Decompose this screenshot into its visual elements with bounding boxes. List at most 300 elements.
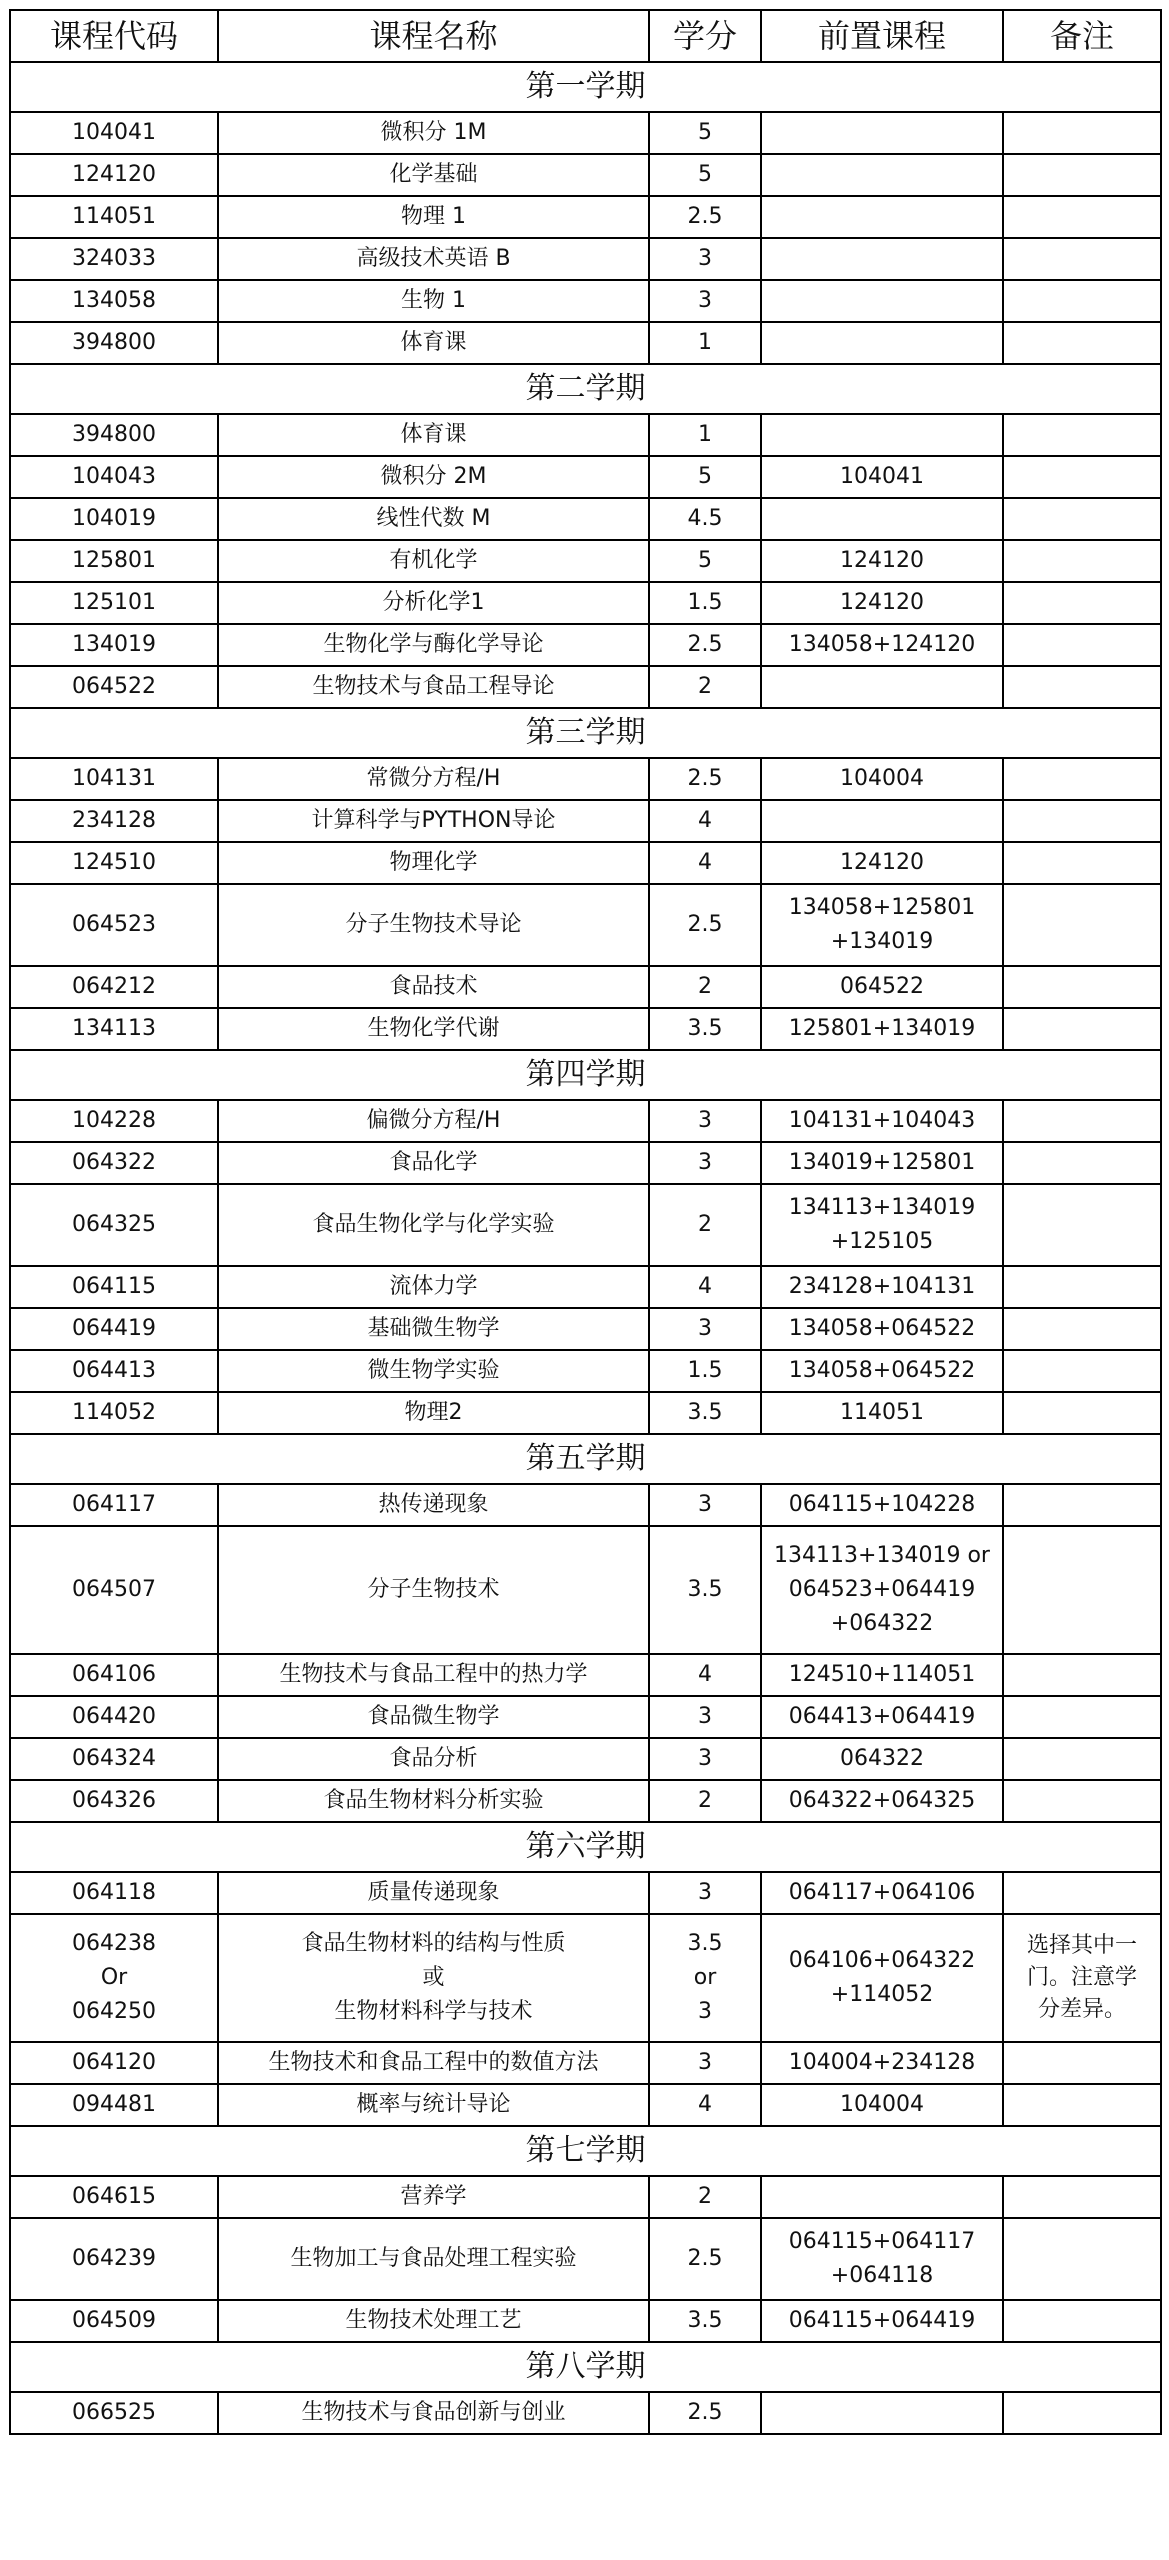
prereq-cell: [761, 322, 1003, 364]
table-row: [10, 1780, 1161, 1822]
credit-cell: [649, 1872, 761, 1914]
prereq-cell: [761, 1526, 1003, 1654]
semester-header-row: [10, 62, 1161, 112]
note-cell: [1003, 2084, 1161, 2126]
course-name-cell: [218, 2300, 649, 2342]
cell-line: 134058+124120: [788, 632, 976, 657]
table-row: [10, 2218, 1161, 2300]
course-name-cell: [218, 322, 649, 364]
cell-line: 4: [698, 1274, 712, 1299]
cell-line: 064238: [72, 1931, 156, 1956]
table-row: [10, 2392, 1161, 2434]
cell-line: 104131+104043: [788, 1108, 976, 1133]
credit-cell: [649, 1350, 761, 1392]
course-name-cell: [218, 1184, 649, 1266]
course-code-cell: [10, 800, 218, 842]
course-code-cell: [10, 322, 218, 364]
course-name-cell: [218, 238, 649, 280]
cell-line: 3.5: [687, 1400, 723, 1425]
cell-line: 2.5: [687, 204, 723, 229]
course-code-cell: [10, 1266, 218, 1308]
note-cell: [1003, 1526, 1161, 1654]
cell-line: +064322: [830, 1611, 934, 1636]
prereq-cell: [761, 1696, 1003, 1738]
cell-line: 234128+104131: [788, 1274, 976, 1299]
cell-line: 4: [698, 1662, 712, 1687]
cell-line: 114052: [72, 1400, 156, 1425]
course-name-cell: [218, 966, 649, 1008]
course-name-cell: [218, 280, 649, 322]
cell-line: 064239: [72, 2246, 156, 2271]
cell-line: 064522: [840, 974, 924, 999]
prereq-cell: [761, 414, 1003, 456]
cell-line: 104043: [72, 464, 156, 489]
note-cell: [1003, 1184, 1161, 1266]
course-name-cell: [218, 1392, 649, 1434]
note-cell: [1003, 1654, 1161, 1696]
table-row: [10, 666, 1161, 708]
cell-line: 064115+064419: [788, 2308, 976, 2333]
cell-line: 2: [698, 2184, 712, 2209]
prereq-cell: [761, 1392, 1003, 1434]
cell-line: 064106: [72, 1662, 156, 1687]
course-code-cell: [10, 1392, 218, 1434]
cell-line: 体育课: [400, 330, 467, 355]
note-cell: [1003, 800, 1161, 842]
course-code-cell: [10, 1526, 218, 1654]
cell-line: 1.5: [687, 1358, 723, 1383]
cell-line: 124120: [72, 162, 156, 187]
cell-line: 134113: [72, 1016, 156, 1041]
note-cell: [1003, 322, 1161, 364]
credit-cell: [649, 1008, 761, 1050]
cell-line: 2.5: [687, 912, 723, 937]
cell-line: 常微分方程/H: [366, 766, 501, 791]
header-code: 课程代码: [10, 10, 218, 62]
credit-cell: [649, 2392, 761, 2434]
credit-cell: [649, 582, 761, 624]
cell-line: or: [693, 1965, 717, 1990]
credit-cell: [649, 456, 761, 498]
cell-line: 食品技术: [389, 974, 478, 999]
cell-line: 物理化学: [389, 850, 478, 875]
course-code-cell: [10, 2176, 218, 2218]
cell-line: 064106+064322: [788, 1948, 976, 1973]
table-row: [10, 456, 1161, 498]
cell-line: 104041: [72, 120, 156, 145]
cell-line: 064413: [72, 1358, 156, 1383]
prereq-cell: [761, 966, 1003, 1008]
credit-cell: [649, 1392, 761, 1434]
cell-line: 1.5: [687, 590, 723, 615]
course-code-cell: [10, 884, 218, 966]
cell-line: 微积分 2M: [380, 464, 487, 489]
semester-title: 第一学期: [10, 62, 1161, 112]
prereq-cell: [761, 498, 1003, 540]
course-code-cell: [10, 498, 218, 540]
note-cell: [1003, 414, 1161, 456]
course-name-cell: [218, 1738, 649, 1780]
table-row: [10, 154, 1161, 196]
prereq-cell: [761, 2176, 1003, 2218]
prereq-cell: [761, 2084, 1003, 2126]
course-name-cell: [218, 1696, 649, 1738]
table-row: [10, 1526, 1161, 1654]
prereq-cell: [761, 1142, 1003, 1184]
cell-line: 064115+104228: [788, 1492, 976, 1517]
cell-line: 生物加工与食品处理工程实验: [290, 2246, 577, 2271]
cell-line: 114051: [840, 1400, 924, 1425]
note-cell: [1003, 1780, 1161, 1822]
credit-cell: [649, 154, 761, 196]
course-code-cell: [10, 1654, 218, 1696]
note-cell: [1003, 2218, 1161, 2300]
credit-cell: [649, 2300, 761, 2342]
note-cell: [1003, 666, 1161, 708]
cell-line: 125801: [72, 548, 156, 573]
cell-line: 1: [698, 422, 712, 447]
course-code-cell: [10, 280, 218, 322]
credit-cell: [649, 540, 761, 582]
cell-line: 104019: [72, 506, 156, 531]
prereq-cell: [761, 842, 1003, 884]
table-row: [10, 1914, 1161, 2042]
note-cell: [1003, 1308, 1161, 1350]
course-name-cell: [218, 196, 649, 238]
course-code-cell: [10, 414, 218, 456]
cell-line: 064212: [72, 974, 156, 999]
course-name-cell: [218, 1100, 649, 1142]
prereq-cell: [761, 1266, 1003, 1308]
table-row: [10, 1872, 1161, 1914]
cell-line: 134058: [72, 288, 156, 313]
cell-line: 124120: [840, 548, 924, 573]
table-row: [10, 1654, 1161, 1696]
prereq-cell: [761, 1914, 1003, 2042]
note-cell: [1003, 2300, 1161, 2342]
cell-line: 064324: [72, 1746, 156, 1771]
table-row: [10, 1738, 1161, 1780]
semester-header-row: [10, 2126, 1161, 2176]
cell-line: 微生物学实验: [367, 1358, 500, 1383]
semester-header-row: [10, 364, 1161, 414]
course-code-cell: [10, 1184, 218, 1266]
credit-cell: [649, 112, 761, 154]
course-code-cell: [10, 238, 218, 280]
course-name-cell: [218, 1308, 649, 1350]
cell-line: 064523+064419: [788, 1577, 976, 1602]
table-row: [10, 498, 1161, 540]
semester-title: 第六学期: [10, 1822, 1161, 1872]
cell-line: 134058+064522: [788, 1358, 976, 1383]
prereq-cell: [761, 540, 1003, 582]
semester-header-row: [10, 1434, 1161, 1484]
table-row: [10, 966, 1161, 1008]
prereq-cell: [761, 456, 1003, 498]
credit-cell: [649, 884, 761, 966]
cell-line: 分子生物技术导论: [345, 912, 522, 937]
course-name-cell: [218, 2042, 649, 2084]
cell-line: 4: [698, 850, 712, 875]
cell-line: 104131: [72, 766, 156, 791]
cell-line: 分析化学1: [382, 590, 485, 615]
cell-line: 5: [698, 162, 712, 187]
cell-line: Or: [100, 1965, 128, 1990]
cell-line: 生物技术与食品工程中的热力学: [279, 1662, 588, 1687]
cell-line: 394800: [72, 330, 156, 355]
cell-line: 偏微分方程/H: [366, 1108, 501, 1133]
course-code-cell: [10, 2300, 218, 2342]
course-name-cell: [218, 1654, 649, 1696]
prereq-cell: [761, 1308, 1003, 1350]
course-name-cell: [218, 800, 649, 842]
course-name-cell: [218, 1484, 649, 1526]
course-code-cell: [10, 842, 218, 884]
cell-line: 食品生物化学与化学实验: [312, 1212, 555, 1237]
cell-line: 064115: [72, 1274, 156, 1299]
table-row: [10, 1308, 1161, 1350]
cell-line: 2: [698, 674, 712, 699]
cell-line: 流体力学: [389, 1274, 478, 1299]
cell-line: 064419: [72, 1316, 156, 1341]
cell-line: 5: [698, 464, 712, 489]
cell-line: 064507: [72, 1577, 156, 1602]
note-cell: [1003, 1914, 1161, 2042]
cell-line: 5: [698, 548, 712, 573]
cell-line: 064120: [72, 2050, 156, 2075]
cell-line: 食品化学: [389, 1150, 478, 1175]
course-name-cell: [218, 1142, 649, 1184]
cell-line: 食品微生物学: [367, 1704, 500, 1729]
course-name-cell: [218, 2176, 649, 2218]
credit-cell: [649, 196, 761, 238]
table-row: [10, 2042, 1161, 2084]
credit-cell: [649, 414, 761, 456]
cell-line: 生物技术处理工艺: [345, 2308, 522, 2333]
header-name: 课程名称: [218, 10, 649, 62]
course-code-cell: [10, 1914, 218, 2042]
cell-line: 064522: [72, 674, 156, 699]
table-row: [10, 2300, 1161, 2342]
cell-line: 104228: [72, 1108, 156, 1133]
note-cell: [1003, 280, 1161, 322]
cell-line: 概率与统计导论: [356, 2092, 511, 2117]
cell-line: +134019: [830, 929, 934, 954]
cell-line: 化学基础: [389, 162, 478, 187]
cell-line: 微积分 1M: [380, 120, 487, 145]
cell-line: 124510+114051: [788, 1662, 976, 1687]
note-cell: [1003, 154, 1161, 196]
cell-line: 3: [698, 1150, 712, 1175]
table-row: [10, 624, 1161, 666]
header-row: [10, 10, 1161, 62]
note-cell: [1003, 1350, 1161, 1392]
prereq-cell: [761, 582, 1003, 624]
course-name-cell: [218, 1780, 649, 1822]
table-row: [10, 1008, 1161, 1050]
credit-cell: [649, 966, 761, 1008]
cell-line: 5: [698, 120, 712, 145]
note-cell: [1003, 1100, 1161, 1142]
cell-line: +125105: [830, 1229, 934, 1254]
header-prereq: 前置课程: [761, 10, 1003, 62]
table-body: [10, 62, 1161, 2434]
course-code-cell: [10, 2392, 218, 2434]
credit-cell: [649, 1308, 761, 1350]
cell-line: 2.5: [687, 632, 723, 657]
table-row: [10, 1392, 1161, 1434]
cell-line: 104004: [840, 766, 924, 791]
cell-line: 3.5: [687, 1931, 723, 1956]
cell-line: 064326: [72, 1788, 156, 1813]
cell-line: 3: [698, 1492, 712, 1517]
course-code-cell: [10, 1484, 218, 1526]
note-cell: [1003, 456, 1161, 498]
note-cell: [1003, 1008, 1161, 1050]
course-code-cell: [10, 1872, 218, 1914]
note-cell: [1003, 624, 1161, 666]
course-code-cell: [10, 966, 218, 1008]
cell-line: 食品生物材料分析实验: [323, 1788, 544, 1813]
course-name-cell: [218, 154, 649, 196]
semester-title: 第四学期: [10, 1050, 1161, 1100]
cell-line: 3: [698, 288, 712, 313]
course-code-cell: [10, 666, 218, 708]
credit-cell: [649, 280, 761, 322]
course-code-cell: [10, 2218, 218, 2300]
credit-cell: [649, 322, 761, 364]
cell-line: 134058+125801: [788, 895, 976, 920]
cell-line: 3.5: [687, 1577, 723, 1602]
cell-line: 质量传递现象: [367, 1880, 500, 1905]
note-cell: [1003, 1484, 1161, 1526]
cell-line: 4.5: [687, 506, 723, 531]
cell-line: 3: [698, 1316, 712, 1341]
credit-cell: [649, 498, 761, 540]
course-code-cell: [10, 1100, 218, 1142]
course-name-cell: [218, 1350, 649, 1392]
prereq-cell: [761, 1738, 1003, 1780]
cell-line: +114052: [830, 1982, 934, 2007]
prereq-cell: [761, 1184, 1003, 1266]
course-code-cell: [10, 1350, 218, 1392]
prereq-cell: [761, 800, 1003, 842]
semester-header-row: [10, 2342, 1161, 2392]
prereq-cell: [761, 1484, 1003, 1526]
cell-line: 3: [698, 1108, 712, 1133]
note-cell: [1003, 758, 1161, 800]
prereq-cell: [761, 1654, 1003, 1696]
credit-cell: [649, 2084, 761, 2126]
table-row: [10, 800, 1161, 842]
cell-line: 104004+234128: [788, 2050, 976, 2075]
prereq-cell: [761, 624, 1003, 666]
credit-cell: [649, 666, 761, 708]
cell-line: 生物 1: [401, 288, 466, 313]
cell-line: 2.5: [687, 2400, 723, 2425]
note-cell: [1003, 498, 1161, 540]
cell-line: 3.5: [687, 2308, 723, 2333]
prereq-cell: [761, 1100, 1003, 1142]
course-name-cell: [218, 1872, 649, 1914]
cell-line: 4: [698, 2092, 712, 2117]
prereq-cell: [761, 2392, 1003, 2434]
cell-line: 物理2: [404, 1400, 463, 1425]
table-row: [10, 196, 1161, 238]
note-cell: [1003, 1392, 1161, 1434]
cell-line: 1: [698, 330, 712, 355]
credit-cell: [649, 1780, 761, 1822]
cell-line: 高级技术英语 B: [356, 246, 511, 271]
prereq-cell: [761, 666, 1003, 708]
cell-line: 124510: [72, 850, 156, 875]
course-name-cell: [218, 582, 649, 624]
cell-line: 104004: [840, 2092, 924, 2117]
cell-line: 物理 1: [401, 204, 466, 229]
note-cell: [1003, 196, 1161, 238]
table-row: [10, 540, 1161, 582]
note-cell: [1003, 2392, 1161, 2434]
course-name-cell: [218, 624, 649, 666]
semester-title: 第五学期: [10, 1434, 1161, 1484]
prereq-cell: [761, 154, 1003, 196]
prereq-cell: [761, 1350, 1003, 1392]
cell-line: 3: [698, 2050, 712, 2075]
table-row: [10, 322, 1161, 364]
course-code-cell: [10, 582, 218, 624]
cell-line: 124120: [840, 850, 924, 875]
credit-cell: [649, 1184, 761, 1266]
prereq-cell: [761, 238, 1003, 280]
cell-line: 064322+064325: [788, 1788, 976, 1813]
table-row: [10, 2176, 1161, 2218]
cell-line: 064523: [72, 912, 156, 937]
header-note: 备注: [1003, 10, 1161, 62]
cell-line: 125801+134019: [788, 1016, 976, 1041]
course-name-cell: [218, 414, 649, 456]
cell-line: 064250: [72, 1999, 156, 2024]
cell-line: 3: [698, 1880, 712, 1905]
cell-line: 064115+064117: [788, 2229, 976, 2254]
table-row: [10, 1484, 1161, 1526]
cell-line: 门。注意学: [1026, 1965, 1137, 1990]
semester-header-row: [10, 1822, 1161, 1872]
course-name-cell: [218, 1008, 649, 1050]
course-name-cell: [218, 498, 649, 540]
course-code-cell: [10, 540, 218, 582]
cell-line: 食品分析: [389, 1746, 478, 1771]
note-cell: [1003, 1738, 1161, 1780]
cell-line: 064117+064106: [788, 1880, 976, 1905]
cell-line: 3.5: [687, 1016, 723, 1041]
credit-cell: [649, 2218, 761, 2300]
semester-title: 第三学期: [10, 708, 1161, 758]
cell-line: 066525: [72, 2400, 156, 2425]
credit-cell: [649, 800, 761, 842]
table-row: [10, 1696, 1161, 1738]
cell-line: 064413+064419: [788, 1704, 976, 1729]
cell-line: 064615: [72, 2184, 156, 2209]
prereq-cell: [761, 280, 1003, 322]
cell-line: 热传递现象: [378, 1492, 489, 1517]
cell-line: 125101: [72, 590, 156, 615]
note-cell: [1003, 112, 1161, 154]
cell-line: 104041: [840, 464, 924, 489]
credit-cell: [649, 238, 761, 280]
course-code-cell: [10, 1142, 218, 1184]
cell-line: 生物化学与酶化学导论: [323, 632, 544, 657]
cell-line: 生物技术和食品工程中的数值方法: [268, 2050, 599, 2075]
